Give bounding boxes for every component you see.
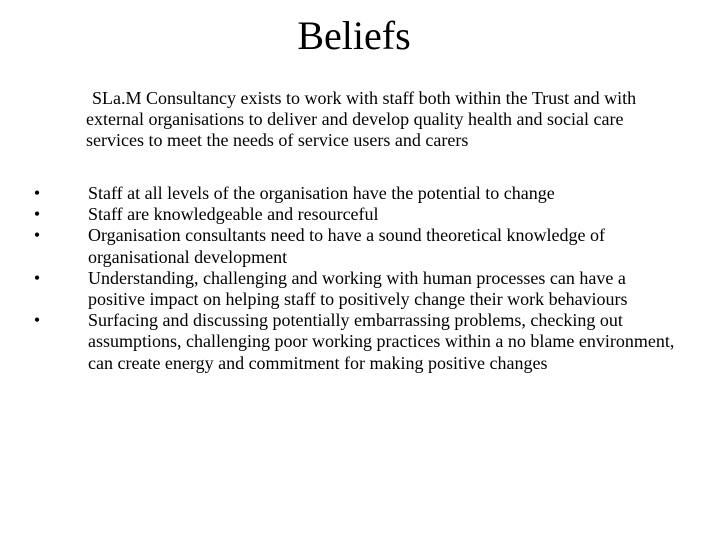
belief-item-2 — [28, 204, 678, 225]
intro-paragraph: SLa.M Consultancy exists to work with staff both within the Trust and with external organisations to deliver and develop quality health and social care services to meet the needs of service users and carers — [86, 88, 637, 150]
belief-list — [28, 183, 678, 374]
bullet-icon: • — [33, 204, 41, 225]
bullet-icon: • — [33, 310, 41, 331]
belief-text: Staff are knowledgeable and resourceful — [88, 204, 379, 225]
bullet-icon: • — [33, 225, 41, 246]
belief-item-3 — [28, 225, 678, 267]
belief-text: Understanding, challenging and working with human processes can have a positive impact on helping staff to positively change their work behaviours — [88, 267, 628, 310]
belief-text: Organisation consultants need to have a sound theoretical knowledge of organisational development — [88, 225, 606, 267]
belief-item-4 — [28, 268, 678, 310]
belief-item-1 — [28, 183, 678, 204]
belief-text: Surfacing and discussing potentially embarrassing problems, checking out assumptions, challenging poor working practices within a no blame environment, can create energy and commitment for making positive changes — [88, 310, 675, 373]
bullet-icon: • — [33, 267, 41, 288]
bullet-icon: • — [33, 183, 41, 203]
belief-item-5 — [28, 310, 678, 374]
belief-text: Staff at all levels of the organisation have the potential to change — [88, 183, 555, 203]
slide-title: Beliefs — [297, 13, 411, 58]
